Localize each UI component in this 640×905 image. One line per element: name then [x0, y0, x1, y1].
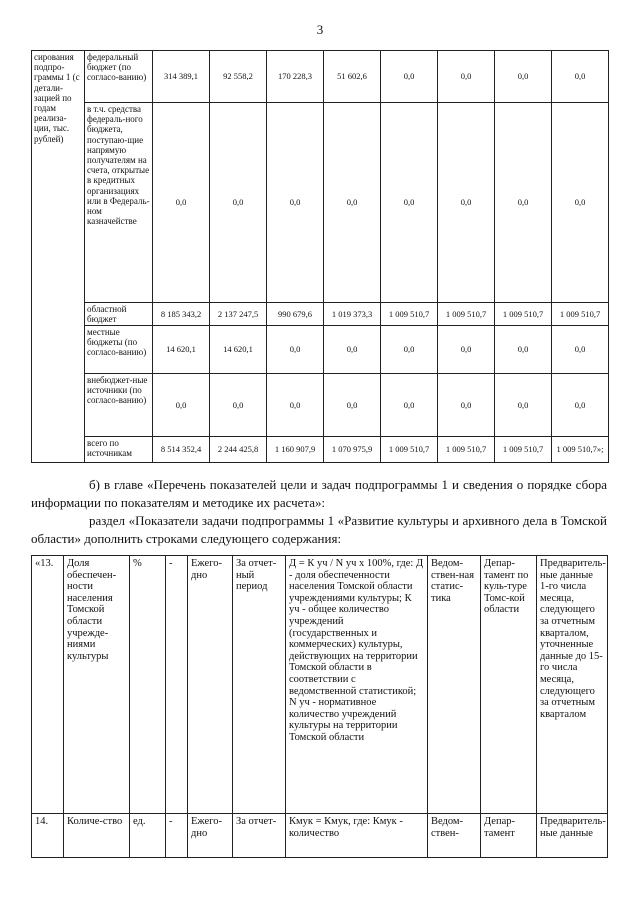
- cell-freq: Ежего-дно: [188, 556, 233, 814]
- value-cell: 1 009 510,7: [381, 437, 438, 463]
- table-row: [32, 51, 609, 103]
- value-cell: 8 514 352,4: [153, 437, 210, 463]
- value-cell: 0,0: [495, 103, 552, 303]
- cell-unit: ед.: [130, 814, 166, 858]
- page-number: 3: [316, 22, 324, 37]
- source-label-cell: местные бюджеты (по согласо-ванию): [85, 326, 153, 374]
- table-row: [32, 814, 608, 858]
- table-row: [32, 326, 609, 374]
- table-row: [32, 556, 608, 814]
- value-cell: 14 620,1: [153, 326, 210, 374]
- side-label-cell: сирования подпро-граммы 1 (с детали-зацией по годам реализа-ции, тыс. рублей): [32, 51, 85, 463]
- funding-table: [31, 50, 609, 463]
- value-cell: 0,0: [552, 103, 609, 303]
- value-cell: 0,0: [381, 326, 438, 374]
- value-cell: 14 620,1: [210, 326, 267, 374]
- table-row: [32, 374, 609, 437]
- value-cell: 314 389,1: [153, 51, 210, 103]
- table-row: [32, 103, 609, 303]
- cell-no: 14.: [32, 814, 64, 858]
- value-cell: 2 244 425,8: [210, 437, 267, 463]
- value-cell: 0,0: [438, 103, 495, 303]
- value-cell: 1 009 510,7: [438, 303, 495, 326]
- cell-resp: Депар-тамент: [481, 814, 537, 858]
- value-cell: 0,0: [324, 374, 381, 437]
- value-cell: 0,0: [324, 326, 381, 374]
- table-row: [32, 303, 609, 326]
- value-cell: 0,0: [267, 374, 324, 437]
- value-cell: 0,0: [153, 374, 210, 437]
- value-cell: 0,0: [495, 374, 552, 437]
- value-cell: 0,0: [210, 103, 267, 303]
- value-cell: 1 009 510,7»;: [552, 437, 609, 463]
- value-cell: 0,0: [438, 326, 495, 374]
- value-cell: 1 009 510,7: [438, 437, 495, 463]
- source-label-cell: в т.ч. средства федераль-ного бюджета, поступаю-щие напрямую получателям на счета, открытые в кредитных организациях или в Федераль-ном казначействе: [85, 103, 153, 303]
- value-cell: 0,0: [552, 51, 609, 103]
- value-cell: 0,0: [438, 51, 495, 103]
- value-cell: 1 070 975,9: [324, 437, 381, 463]
- value-cell: 0,0: [495, 326, 552, 374]
- cell-name: Доля обеспечен-ности населения Томской области учрежде-ниями культуры: [64, 556, 130, 814]
- source-label-cell: внебюджет-ные источники (по согласо-ванию): [85, 374, 153, 437]
- value-cell: 1 019 373,3: [324, 303, 381, 326]
- value-cell: 0,0: [210, 374, 267, 437]
- source-label-cell: всего по источникам: [85, 437, 153, 463]
- cell-deadline: Предваритель-ные данные 1-го числа месяца, следующего за отчетным кварталом, уточненные данные до 15-го числа месяца, следующего за отчетным кварталом: [537, 556, 608, 814]
- cell-source: Ведом-ствен-ная статис-тика: [428, 556, 481, 814]
- value-cell: 0,0: [324, 103, 381, 303]
- cell-dash: -: [166, 556, 188, 814]
- value-cell: 92 558,2: [210, 51, 267, 103]
- source-label-cell: федеральный бюджет (по согласо-ванию): [85, 51, 153, 103]
- value-cell: 2 137 247,5: [210, 303, 267, 326]
- value-cell: 0,0: [267, 326, 324, 374]
- value-cell: 0,0: [495, 51, 552, 103]
- value-cell: 0,0: [552, 326, 609, 374]
- value-cell: 0,0: [552, 374, 609, 437]
- value-cell: 51 602,6: [324, 51, 381, 103]
- value-cell: 1 160 907,9: [267, 437, 324, 463]
- value-cell: 990 679,6: [267, 303, 324, 326]
- value-cell: 1 009 510,7: [381, 303, 438, 326]
- cell-no: «13.: [32, 556, 64, 814]
- cell-period: За отчет-: [233, 814, 286, 858]
- cell-formula: Кмук = Кмук, где: Кмук - количество: [286, 814, 428, 858]
- value-cell: 8 185 343,2: [153, 303, 210, 326]
- cell-period: За отчет-ный период: [233, 556, 286, 814]
- indicators-table: [31, 555, 608, 858]
- cell-unit: %: [130, 556, 166, 814]
- cell-deadline: Предваритель-ные данные: [537, 814, 608, 858]
- cell-resp: Депар-тамент по куль-туре Томс-кой области: [481, 556, 537, 814]
- value-cell: 0,0: [381, 374, 438, 437]
- value-cell: 0,0: [438, 374, 495, 437]
- source-label-cell: областной бюджет: [85, 303, 153, 326]
- value-cell: 170 228,3: [267, 51, 324, 103]
- value-cell: 0,0: [267, 103, 324, 303]
- cell-formula: Д = К уч / N уч х 100%, где: Д - доля обеспеченности населения Томской области учреждениями культуры; К уч - общее количество учреждений (государственных и коммерческих) культуры, действующих на территории Томской области в соответствии с ведомственной статистикой; N уч - нормативное количество учреждений культуры на территории Томской области: [286, 556, 428, 814]
- cell-name: Количе-ство: [64, 814, 130, 858]
- value-cell: 0,0: [381, 103, 438, 303]
- cell-freq: Ежего-дно: [188, 814, 233, 858]
- value-cell: 1 009 510,7: [552, 303, 609, 326]
- table-row: [32, 437, 609, 463]
- value-cell: 0,0: [381, 51, 438, 103]
- value-cell: 1 009 510,7: [495, 303, 552, 326]
- value-cell: 1 009 510,7: [495, 437, 552, 463]
- cell-source: Ведом-ствен-: [428, 814, 481, 858]
- paragraph-section-add: раздел «Показатели задачи подпрограммы 1 «Развитие культуры и архивного дела в Томской области» дополнить строками следующего содержания:: [31, 513, 607, 546]
- paragraph-chapter-b: б) в главе «Перечень показателей цели и задач подпрограммы 1 и сведения о порядке сбора информации по показателям и методике их расчета»:: [31, 477, 607, 510]
- value-cell: 0,0: [153, 103, 210, 303]
- cell-dash: -: [166, 814, 188, 858]
